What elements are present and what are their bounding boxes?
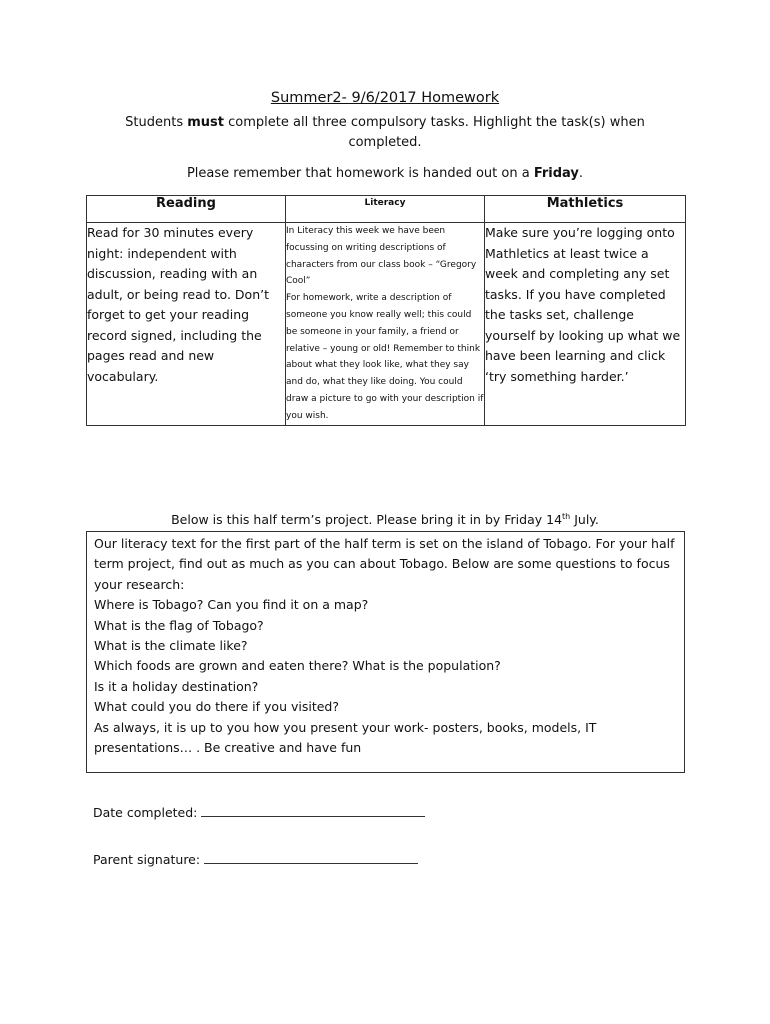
date-completed-line [93,804,425,820]
instructions-pre: Students [125,115,188,130]
reading-heading: Reading [87,196,286,223]
project-line: What is the climate like? [94,638,248,654]
tasks-table [86,195,686,426]
date-completed-blank[interactable] [201,804,425,817]
page-title: Summer2- 9/6/2017 Homework [270,90,500,106]
parent-signature-line [93,851,418,867]
date-completed-label: Date completed: [93,805,198,820]
project-intro-pre: Below is this half term’s project. Please bring it in by Friday 14 [171,512,563,528]
reminder-day: Friday [533,166,579,181]
project-line: Our literacy text for the first part of the half term is set on the island of Tobago. For your half term project, find out as much as you can about Tobago. Below are some questions to focus your research: [94,536,675,592]
literacy-cell [286,223,485,426]
instructions [110,113,660,153]
project-line: As always, it is up to you how you present your work- posters, books, models, IT presentations… . Be creative and have fun [94,719,597,756]
project-line: Which foods are grown and eaten there? What is the population? [94,658,501,674]
literacy-heading: Literacy [286,196,485,223]
reading-text: Read for 30 minutes every night: independent with discussion, reading with an adult, or being read to. Don’t forget to get your reading record signed, including the pages read and new vocabulary. [87,223,286,426]
project-intro-post: July. [570,512,599,528]
parent-signature-blank[interactable] [204,851,418,864]
literacy-text-1: In Literacy this week we have been focussing on writing descriptions of characters from our class book – “Gregory Cool” [286,226,477,287]
instructions-must: must [187,115,225,130]
project-line: What could you do there if you visited? [94,699,339,715]
reminder [0,166,770,181]
tasks-body-row [87,223,686,426]
project-intro [0,512,770,527]
parent-signature-label: Parent signature: [93,852,201,867]
project-intro-sup: th [562,512,571,521]
instructions-post: complete all three compulsory tasks. Highlight the task(s) when completed. [224,115,645,150]
mathletics-text: Make sure you’re logging onto Mathletics at least twice a week and completing any set tasks. If you have completed the tasks set, challenge yourself by looking up what we have been learning and click ‘try something harder.’ [485,223,686,426]
reminder-pre: Please remember that homework is handed out on a [186,166,534,181]
mathletics-heading: Mathletics [485,196,686,223]
project-line: What is the flag of Tobago? [94,617,264,633]
literacy-text-2: For homework, write a description of someone you know really well; this could be someone in your family, a friend or relative – young or old! Remember to think about what they look like, what they say and do, what they like doing. You could draw a picture to go with your description if you wish. [286,293,484,421]
project-line: Is it a holiday destination? [94,678,259,694]
tasks-header-row [87,196,686,223]
project-line: Where is Tobago? Can you find it on a map? [94,597,369,613]
reminder-post: . [578,166,584,181]
project-box [86,531,685,773]
